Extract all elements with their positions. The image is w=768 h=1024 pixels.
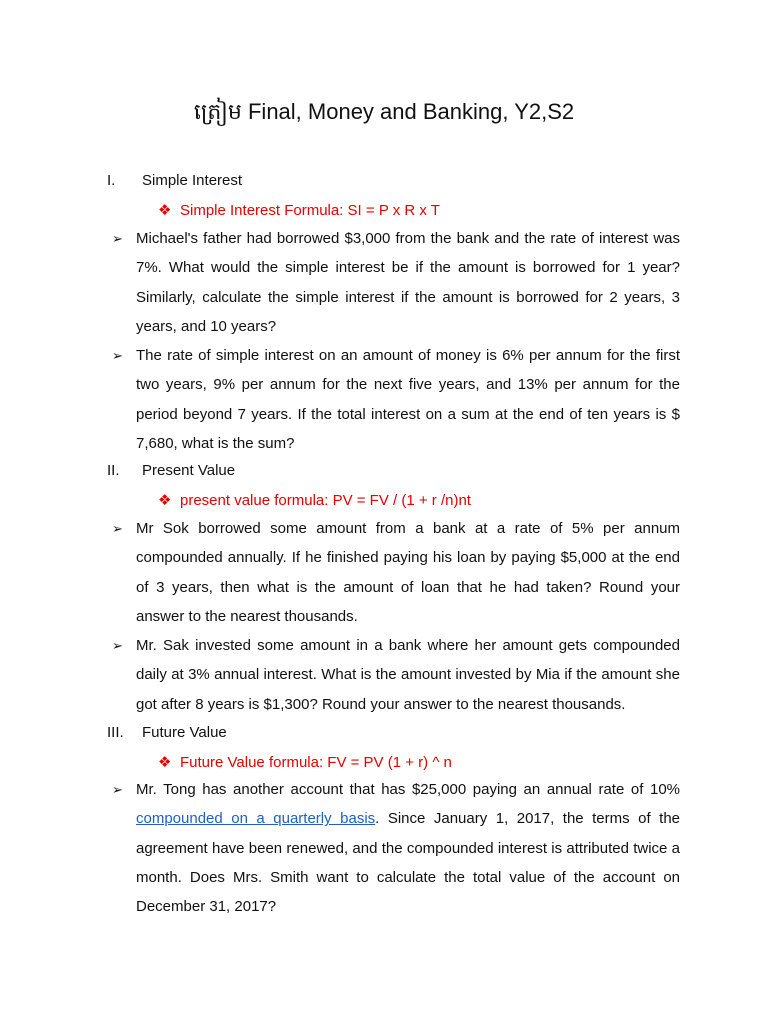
arrow-bullet-icon: ➢ — [112, 348, 123, 363]
section-numeral: II. — [107, 462, 120, 479]
section-heading-present-value — [107, 462, 235, 479]
question-item — [112, 775, 680, 921]
diamond-bullet-icon: ❖ — [158, 202, 172, 219]
question-text: Michael's father had borrowed $3,000 from the bank and the rate of interest was 7%. What would the simple interest be if the amount is borrowed for 1 year? Similarly, calculate the simple interest if the amount is borrowed for 2 years, 3 years, and 10 years? — [136, 230, 680, 335]
section-numeral: III. — [107, 724, 124, 741]
formula-text: Future Value formula: FV = PV (1 + r) ^ n — [180, 754, 452, 771]
question-item — [112, 224, 680, 341]
arrow-bullet-icon: ➢ — [112, 782, 123, 797]
section-title: Simple Interest — [142, 172, 243, 189]
page-title: ត្រៀម Final, Money and Banking, Y2,S2 — [193, 99, 575, 124]
formula-present-value — [158, 491, 471, 509]
section-heading-simple-interest — [107, 172, 242, 189]
section-numeral: I. — [107, 172, 116, 189]
question-item — [112, 514, 680, 631]
diamond-bullet-icon: ❖ — [158, 492, 172, 509]
question-text-start: Mr. Tong has another account that has $25,000 paying an annual rate of 10% — [136, 781, 680, 798]
question-text-end: . Since January 1, 2017, the terms of the agreement have been renewed, and the compounded interest is attributed twice a month. Does Mrs. Smith want to calculate the total value of the account on December 31, 2017? — [136, 810, 680, 916]
arrow-bullet-icon: ➢ — [112, 231, 123, 246]
compounded-quarterly-link[interactable]: compounded on a quarterly basis — [136, 810, 376, 828]
question-text — [136, 775, 680, 921]
section-heading-future-value — [107, 724, 227, 741]
arrow-bullet-icon: ➢ — [112, 521, 123, 536]
section-title: Future Value — [142, 724, 227, 741]
formula-text: Simple Interest Formula: SI = P x R x T — [180, 202, 440, 219]
question-text: Mr Sok borrowed some amount from a bank at a rate of 5% per annum compounded annually. If he finished paying his loan by paying $5,000 at the end of 3 years, then what is the amount of loan that he had taken? Round your answer to the nearest thousands. — [136, 520, 680, 625]
section-title: Present Value — [142, 462, 236, 479]
question-item — [112, 631, 680, 719]
question-item — [112, 341, 680, 458]
formula-future-value — [158, 753, 452, 771]
arrow-bullet-icon: ➢ — [112, 638, 123, 653]
question-text: Mr. Sak invested some amount in a bank where her amount gets compounded daily at 3% annual interest. What is the amount invested by Mia if the amount she got after 8 years is $1,300? Round your answer to the nearest thousands. — [136, 637, 680, 713]
formula-text: present value formula: PV = FV / (1 + r /n)nt — [180, 492, 471, 509]
formula-simple-interest — [158, 201, 440, 219]
question-text: The rate of simple interest on an amount of money is 6% per annum for the first two years, 9% per annum for the next five years, and 13% per annum for the period beyond 7 years. If the total interest on a sum at the end of ten years is $ 7,680, what is the sum? — [136, 347, 680, 452]
diamond-bullet-icon: ❖ — [158, 754, 172, 771]
